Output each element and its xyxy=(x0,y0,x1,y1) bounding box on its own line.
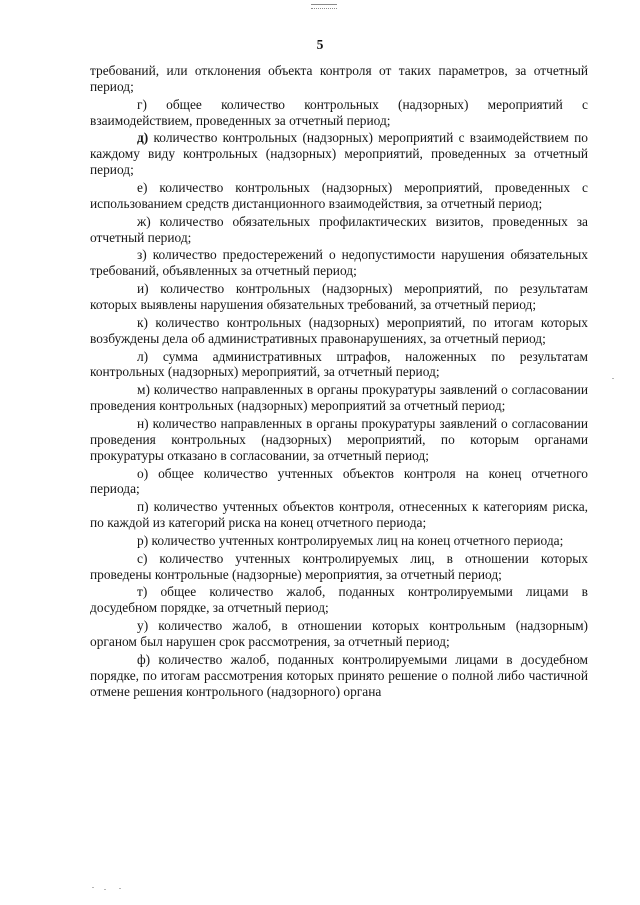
list-item-r: р) количество учтенных контролируемых лиц на конец отчетного периода; xyxy=(137,532,564,548)
list-item-s: с) количество учтенных контролируемых лиц, в отношении которых проведены контрольные (надзорные) мероприятия, за отчетный период; xyxy=(90,550,588,582)
list-item-p: п) количество учтенных объектов контроля, отнесенных к категориям риска, по каждой из категорий риска на конец отчетного периода; xyxy=(90,499,588,531)
list-item-k: к) количество контрольных (надзорных) мероприятий, по итогам которых возбуждены дела об административных правонарушениях, за отчетный период; xyxy=(90,314,588,346)
page-number: 5 xyxy=(316,37,324,52)
list-item-m: м) количество направленных в органы прокуратуры заявлений о согласовании проведения контрольных (надзорных) мероприятий за отчетный период; xyxy=(90,382,588,414)
paragraph-continuation: требований, или отклонения объекта контроля от таких параметров, за отчетный период; xyxy=(90,63,588,94)
scan-speck xyxy=(119,888,121,889)
list-item-l: л) сумма административных штрафов, наложенных по результатам контрольных (надзорных) мероприятий, за отчетный период; xyxy=(90,348,588,380)
scan-speck xyxy=(92,887,94,888)
list-item-g: г) общее количество контрольных (надзорных) мероприятий с взаимодействием, проведенных за отчетный период; xyxy=(90,96,588,128)
list-item-n: н) количество направленных в органы прокуратуры заявлений о согласовании проведения контрольных (надзорных) мероприятий, по которым органами прокуратуры отказано в согласовании, за отчетный период; xyxy=(90,415,588,463)
list-item-f: ф) количество жалоб, поданных контролируемыми лицами в досудебном порядке, по итогам рассмотрения которых принято решение о полной либо частичной отмене решения контрольного (надзорного) органа xyxy=(90,651,588,699)
list-item-d: д) количество контрольных (надзорных) мероприятий с взаимодействием по каждому виду контрольных (надзорных) мероприятий, проведенных за отчетный период; xyxy=(90,130,588,178)
scan-speck xyxy=(104,889,106,890)
scan-artifact xyxy=(311,4,337,9)
list-item-i: и) количество контрольных (надзорных) мероприятий, по результатам которых выявлены нарушения обязательных требований, за отчетный период; xyxy=(90,281,588,313)
document-body xyxy=(90,63,588,701)
list-item-u: у) количество жалоб, в отношении которых контрольным (надзорным) органом был нарушен срок рассмотрения, за отчетный период; xyxy=(90,618,588,650)
list-item-o: о) общее количество учтенных объектов контроля на конец отчетного периода; xyxy=(90,465,588,497)
list-item-t: т) общее количество жалоб, поданных контролируемыми лицами в досудебном порядке, за отчетный период; xyxy=(90,584,588,616)
list-item-e: е) количество контрольных (надзорных) мероприятий, проведенных с использованием средств дистанционного взаимодействия, за отчетный период; xyxy=(90,180,588,211)
scan-speck xyxy=(612,378,614,379)
list-item-z: з) количество предостережений о недопустимости нарушения обязательных требований, объявленных за отчетный период; xyxy=(90,247,588,279)
list-item-zh: ж) количество обязательных профилактических визитов, проведенных за отчетный период; xyxy=(90,213,588,245)
